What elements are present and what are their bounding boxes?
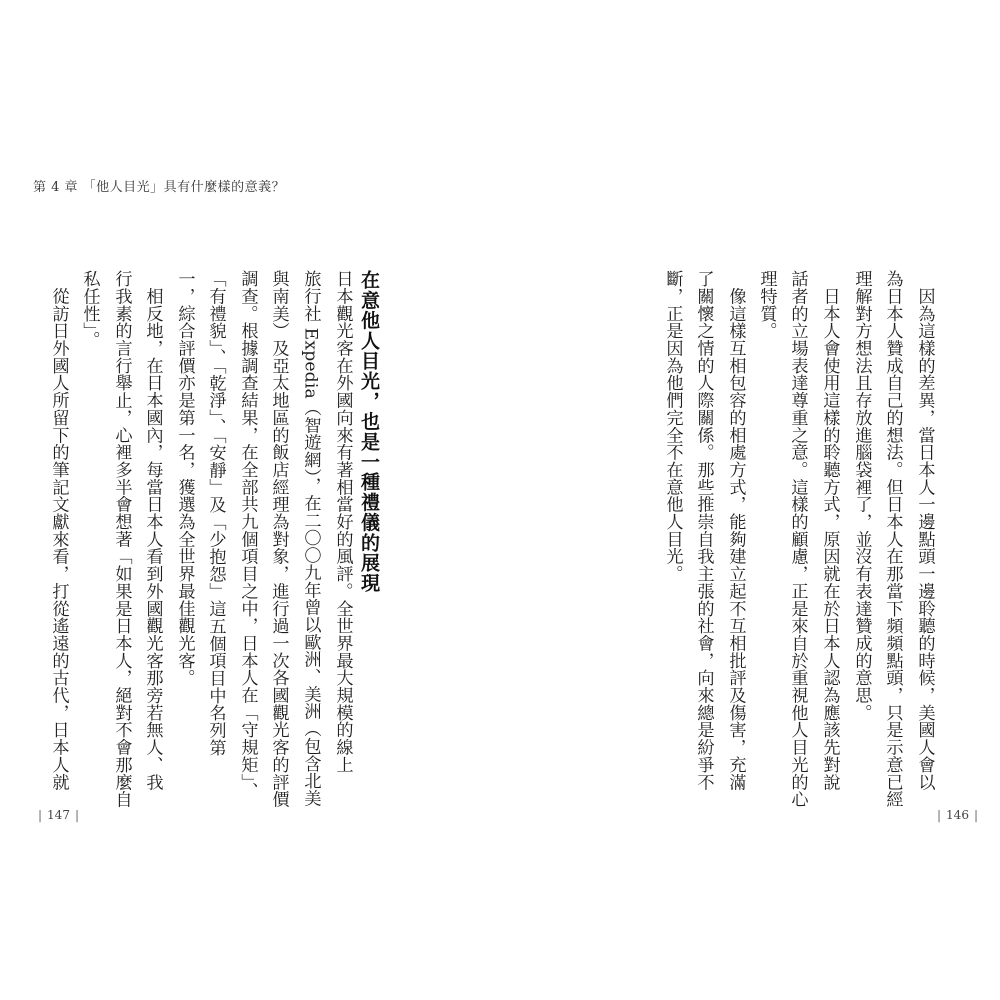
page-number-right (932, 808, 983, 822)
page-number: 146 (946, 808, 969, 822)
left-col-8: 行我素的言行舉止，心裡多半會想著「如果是日本人，絕對不會那麼自 (111, 270, 132, 808)
left-col-3: 與南美）及亞太地區的飯店經理為對象，進行過一次各國觀光客的評價 (268, 270, 289, 808)
folio-bar: | (973, 808, 978, 822)
right-col-4: 日本人會使用這樣的聆聽方式，原因就在於日本人認為應該先對說 (819, 270, 840, 791)
right-col-5: 話者的立場表達尊重之意。這樣的顧慮，正是來自於重視他人目光的心 (787, 270, 808, 808)
left-col-2: 旅行社 Expedia（智遊網），在二〇〇九年曾以歐洲、美洲（包含北美 (300, 270, 321, 807)
left-col-5: 「有禮貌」、「乾淨」、「安靜」及「少抱怨」這五個項目中名列第 (205, 270, 226, 757)
page-number: 147 (47, 808, 70, 822)
right-col-9: 斷，正是因為他們完全不在意他人目光。 (662, 270, 683, 583)
section-heading: 在意他人目光，也是一種禮儀的展現 (358, 270, 380, 594)
left-col-6: 一，綜合評價亦是第一名，獲選為全世界最佳觀光客。 (174, 270, 195, 687)
folio-bar: | (74, 808, 79, 822)
left-col-10: 從訪日外國人所留下的筆記文獻來看，打從遙遠的古代，日本人就 (48, 270, 69, 791)
right-col-8: 了關懷之情的人際關係。那些推崇自我主張的社會，向來總是紛爭不 (693, 270, 714, 791)
right-col-3: 理解對方想法且存放進腦袋裡了，並沒有表達贊成的意思。 (851, 270, 872, 722)
folio-bar: | (937, 808, 942, 822)
running-head: 第 4 章 「他人目光」具有什麼樣的意義？ (33, 180, 286, 195)
folio-bar: | (38, 808, 43, 822)
left-col-4: 調查。根據調查結果，在全部共九個項目之中，日本人在「守規矩」、 (237, 270, 258, 800)
right-col-7: 像這樣互相包容的相處方式，能夠建立起不互相批評及傷害，充滿 (725, 270, 746, 791)
left-col-9: 私任性」。 (79, 270, 100, 349)
right-col-6: 理特質。 (756, 270, 777, 340)
right-col-2: 為日本人贊成自己的想法。但日本人在那當下頻頻點頭，只是示意已經 (882, 270, 903, 808)
right-col-1: 因為這樣的差異，當日本人一邊點頭一邊聆聽的時候，美國人會以 (914, 270, 935, 791)
page-number-left (33, 808, 84, 822)
left-col-1: 日本觀光客在外國向來有著相當好的風評。全世界最大規模的線上 (332, 270, 353, 774)
left-col-7: 相反地，在日本國內，每當日本人看到外國觀光客那旁若無人、我 (142, 270, 163, 791)
